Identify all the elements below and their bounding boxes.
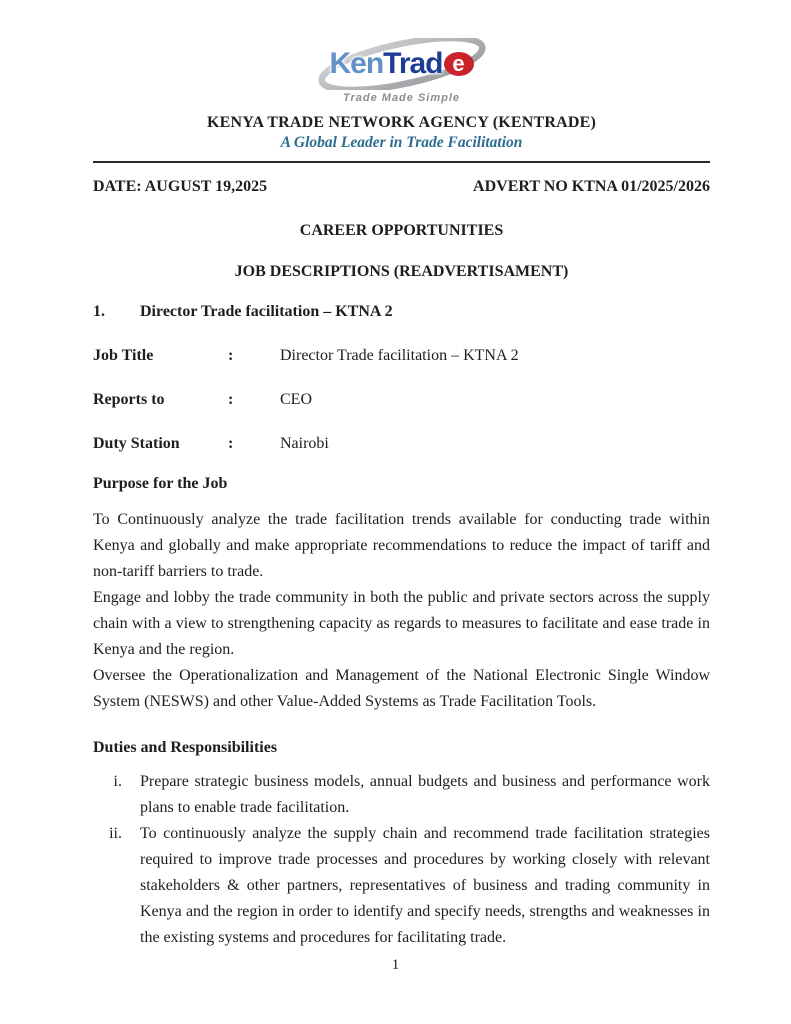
logo-tagline: Trade Made Simple [342,92,461,104]
duty-marker: ii. [109,825,122,842]
header-divider [93,161,710,163]
career-opportunities-title: CAREER OPPORTUNITIES [299,222,504,239]
job-heading-text: Director Trade facilitation – KTNA 2 [140,303,393,320]
kentrade-logo [307,38,497,104]
duty-marker: i. [113,773,122,790]
advert-number: ADVERT NO KTNA 01/2025/2026 [473,178,710,195]
purpose-heading: Purpose for the Job [93,475,228,492]
job-fields [93,343,710,457]
page-number: 1 [391,957,400,973]
duty-text: To continuously analyze the supply chain and recommend trade facilitation strategies required to improve trade processes and procedures by working closely with relevant stakeholders & other partners, representatives of business and trading community in Kenya and the region in order to identify and specify needs, strengths and weaknesses in the existing systems and procedures for facilitating trade. [140,825,710,946]
field-separator: : [228,391,234,408]
org-name-title: KENYA TRADE NETWORK AGENCY (KENTRADE) [206,114,597,131]
duty-item [93,821,710,951]
purpose-paragraph: Engage and lobby the trade community in both the public and private sectors across the supply chain with a view to strengthening capacity as regards to measures to facilitate and ease trade in Kenya and the region. [93,589,710,658]
duty-item [93,769,710,821]
date-advert-row [93,178,710,196]
duty-gap [122,769,140,821]
purpose-paragraph: Oversee the Operationalization and Management of the National Electronic Single Window System (NESWS) and other Value-Added Systems as Trade Facilitation Tools. [93,667,710,710]
duties-list [93,769,710,951]
logo-text-trad: Trad [383,47,443,80]
field-row-job-title [93,343,710,369]
logo-wordmark [313,38,491,90]
field-row-duty-station [93,431,710,457]
field-separator: : [228,435,234,452]
date-label: DATE: AUGUST 19,2025 [93,178,268,195]
org-slogan: A Global Leader in Trade Facilitation [280,134,523,151]
duty-text: Prepare strategic business models, annual budgets and business and performance work plans to enable trade facilitation. [140,773,710,816]
duty-gap [122,821,140,951]
job-heading [93,303,710,321]
field-label: Job Title [93,347,154,364]
field-separator: : [228,347,234,364]
logo-mark [313,38,491,90]
field-value: CEO [280,391,312,408]
field-row-reports-to [93,387,710,413]
logo-text-ken: Ken [329,47,384,80]
field-value: Director Trade facilitation – KTNA 2 [280,347,519,364]
field-value: Nairobi [280,435,329,452]
logo-text-e-badge: e [444,52,474,76]
field-label: Duty Station [93,435,180,452]
field-label: Reports to [93,391,165,408]
duties-heading: Duties and Responsibilities [93,739,278,756]
job-descriptions-title: JOB DESCRIPTIONS (READVERTISAMENT) [234,263,569,280]
purpose-paragraph: To Continuously analyze the trade facilitation trends available for conducting trade within Kenya and globally and make appropriate recommendations to reduce the impact of tariff and non-tariff barriers to trade. [93,511,710,580]
job-number: 1. [93,303,105,320]
purpose-paragraphs [93,507,710,715]
